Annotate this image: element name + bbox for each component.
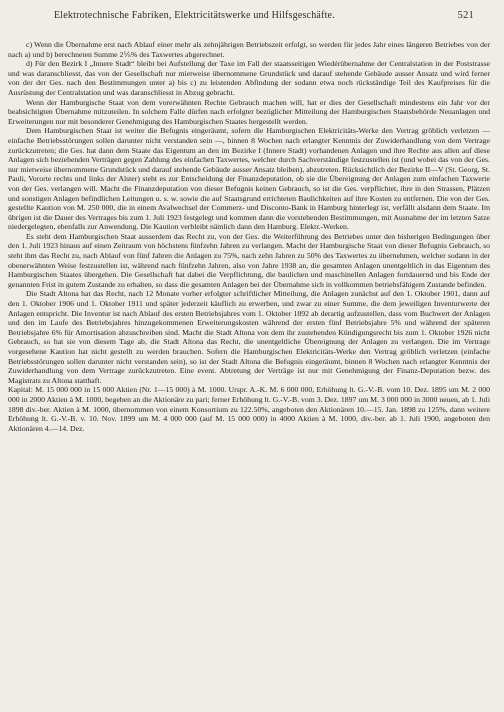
page-header — [8, 10, 490, 26]
paragraph-c: c) Wenn die Übernahme erst nach Ablauf einer mehr als zehnjährigen Betriebszeit erfolgt, so werden für jedes Jahr eines längeren Betriebes von der nach a) und b) berechneten Summe 2⅕% des Taxwertes abgerechnet. — [8, 40, 490, 59]
running-title: Elektrotechnische Fabriken, Elektricitätswerke und Hilfsgeschäfte. — [54, 10, 335, 21]
body-text — [8, 40, 490, 433]
capital-paragraph: Kapital: M. 15 000 000 in 15 000 Aktien (Nr. 1—15 000) à M. 1000. Urspr. A.-K. M. 6 000 000, Erhöhung lt. G.-V.-B. vom 10. Dez. 1895 um M. 2 000 000 in 2000 Aktien à M. 1000, begeben an die Aktionäre zu pari; ferner Erhöhung lt. G.-V.-B. vom 3. Dez. 1897 um M. 3 000 000 in 3000 neuen, ab 1. Juli 1898 div.-ber. Aktien à M. 1000, übernommen von einem Konsortium zu 122.50%, angeboten den Aktionären 10.—15. Jan. 1898 zu 125%, dann weitere Erhöhung lt. G.-V.-B. v. 10. Nov. 1899 um M. 4 000 000 (auf M. 15 000 000) in 4000 Aktien à M. 1000, div.-ber. ab 1. Juli 1900, angeboten den Aktionären 4.—14. Dez. — [8, 385, 490, 433]
paragraph-withdrawal-right: Dem Hamburgischen Staat ist weiter die Befugnis eingeräumt, sofern die Hamburgischen Elektricitäts-Werke den Vertrag gröblich verletzen — einfache Betriebsstörungen sollen darunter nicht verstanden sein —, binnen 8 Wochen nach erlangter Kenntnis der Zuwiderhandlung von dem Vertrage zurückzutreten; die Ges. hat dann dem Staate das Eigentum an den im Bezirke I (Innere Stadt) vorhandenen Anlagen und ihre Rechte aus allen auf diese Anlagen sich beziehenden Verträgen gegen Zahlung des einfachen Taxwertes, welcher durch Sachverständige festzustellen ist (und wobei das von der Ges. nur mietweise übernommene Grundstück und darauf stehende Gebäude ausser Ansatz bleiben), abzutreten. Rücksichtlich der Bezirke II—V (St. Georg, St. Pauli, Vororte rechts und links der Alster) steht es zur Entscheidung der Finanzdeputation, ob sie die Übereignung der Anlagen zum einfachen Taxwerte von der Ges. verlangen will. Macht die Finanzdeputation von dieser Befugnis keinen Gebrauch, so ist die Ges. verpflichtet, ihre in den Strassen, Plätzen und sonstigen Anlagen befindlichen Leitungen u. s. w. sowie die auf Staatsgrund errichteten Baulichkeiten auf ihre Kosten zu entfernen. Die von der Ges. gestellte Kaution von M. 250 000, die in einem Avalwechsel der Commerz- und Disconto-Bank in Hamburg hinterlegt ist, verfällt alsdann dem Staate. Im übrigen ist die Dauer des Vertrages bis zum 1. Juli 1923 festgelegt und kommen dann die vorstehenden Bestimmungen, mit Ausnahme der im letzten Satze niedergelegten, ebenfalls zur Anwendung. Die Kaution verbleibt nämlich dann den Hamburg. Elektr.-Werken. — [8, 126, 490, 232]
paragraph-d: d) Für den Bezirk I „Innere Stadt“ bleibt bei Aufstellung der Taxe im Fall der staatsseitigen Wiedérübernahme der Centralstation in der Poststrasse und was daranschliesst, das von der Gesellschaft nur mietweise übernommene Grundstück und darauf stehende Gebäude ausser Ansatz und wird ferner von der der Ges. nach den Bestimmungen unter a) bis c) zu leistenden Abfindung der sodann etwa noch rückständige Teil des Kaufpreises für die Ausrüstung der Centralstation und was daranschliesst in Abzug gebracht. — [8, 59, 490, 97]
paragraph-continuation-right: Es steht dem Hamburgischen Staat ausserdem das Recht zu, von der Ges. die Weiterführung des Betriebes unter den bisherigen Bedingungen über den 1. Juli 1923 hinaus auf einen Zeitraum von höchstens fünfzehn Jahren zu verlangen. Macht der Hamburgische Staat von dieser Befugnis Gebrauch, so steht ihm das Recht zu, nach Ablauf von fünf Jahren die Anlagen zu 75%, nach zehn Jahren zu 50% des Taxwertes zu übernehmen, welcher sodann in der obenerwähnten Weise festzustellen ist, während nach fünfzehn Jahren, also von Jahre 1938 an, die gesamten Anlagen unentgeltlich in das Eigentum des Hamburgischen Staates übergehen. Die Gesellschaft hat dabei die Verpflichtung, die baulichen und maschinellen Anlagen fortdauernd und bis Ende der genannten Frist in gutem Zustande zu erhalten, so dass die gesamten Anlagen bei der Übernahme sich in vollkommen betriebsfähigem Zustande befinden. — [8, 231, 490, 289]
page-number: 521 — [457, 10, 474, 21]
paragraph-altona: Die Stadt Altona hat das Recht, nach 12 Monate vorher erfolgter schriftlicher Mitteilung, die Anlagen zunächst auf den 1. Oktober 1901, dann auf den 1. Oktober 1906 und 1. Oktober 1911 und später jederzeit käuflich zu erwerben, und zwar zu einer Summe, die dem jeweiligen Inventurwerte der Anlagen entspricht. Die Inventur ist nach Ablauf des ersten Betriebsjahres vom 1. Oktober 1892 ab derartig aufzustellen, dass vom Buchwert der Anlagen und den im Laufe des Betriebsjahres hinzugekommenen Erweiterungskosten während der ersten fünf Betriebsjahre 5% und während der späteren Betriebsjahre 6% für Amortisation abzuschreiben sind. Macht die Stadt Altona von dem ihr zustehenden Kündigungsrecht bis zum 1. Oktober 1926 nicht Gebrauch, so hat sie von diesem Tage ab, die Stadt Altona das Recht, die unentgeltliche Übereignung der Anlagen zu verlangen. Die im Vertrage vorgesehene Kaution hat nicht gestellt zu werden brauchen. Sofern die Hamburgischen Elektricitäts-Werke den Vertrag gröblich verletzen (einfache Betriebsstörungen sollen darunter nicht verstanden sein), so ist der Stadt Altona die Befugnis eingeräumt, binnen 8 Wochen nach erlangter Kenntnis der Zuwiderhandlung von dem Vertrage zurückzutreten. Eine event. Abtretung der Verträge ist nur mit Genehmigung der Finanz-Deputation bezw. des Magistrats zu Altona statthaft. — [8, 289, 490, 385]
paragraph-takeover-notice: Wenn der Hamburgische Staat von dem vorerwähnten Rechte Gebrauch machen will, hat er dies der Gesellschaft mindestens ein Jahr vor der beabsichtigten Übernahme mitzuteilen. In solchem Falle dürfen nach erfolgter bezüglicher Mitteilung der Hamburgischen Staatsbehörde Neuanlagen und Erweiterungen nur mit besonderer Genehmigung des Hamburgischen Staates hergestellt werden. — [8, 97, 490, 126]
